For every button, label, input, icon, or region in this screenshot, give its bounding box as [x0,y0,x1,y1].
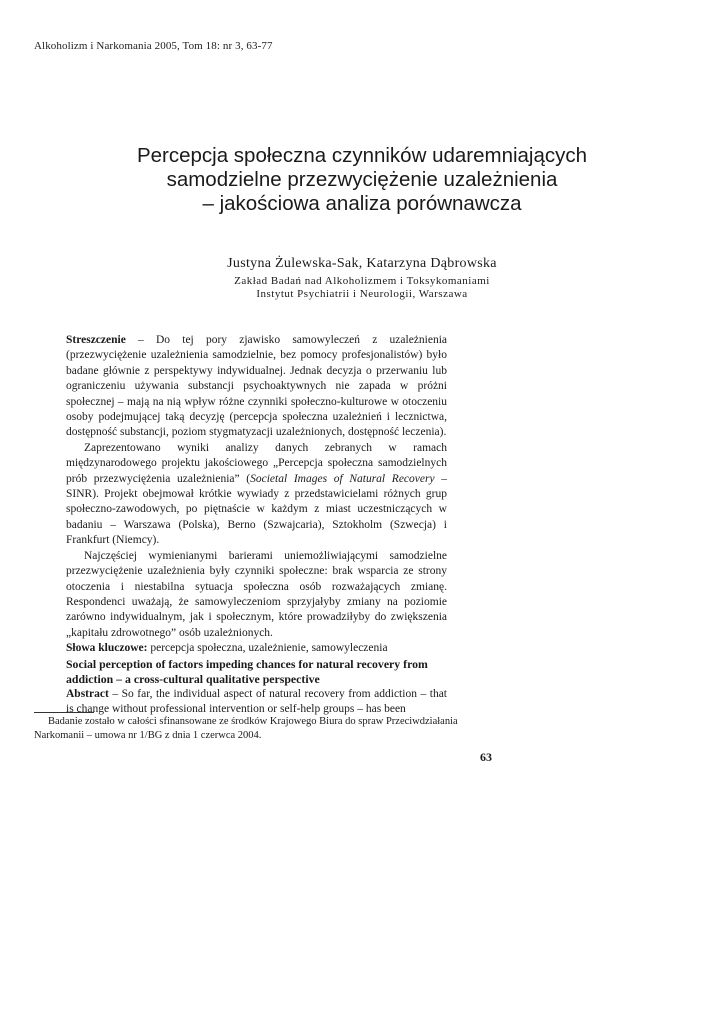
abstract-en-label: Abstract [66,687,109,700]
abstract-pl-paragraph-1 [66,333,447,441]
abstract-pl-paragraph-2 [66,441,447,549]
page-number: 63 [480,750,492,764]
title-line-1: Percepcja społeczna czynników udaremniających [136,144,588,167]
english-title: Social perception of factors impeding chances for natural recovery from addiction – a cross-cultural qualitative perspective [66,656,428,686]
affiliation-line-1: Zakład Badań nad Alkoholizmem i Toksykomaniami [234,275,490,287]
keywords [66,641,447,656]
abstract-pl-text-2a: Zaprezentowano wyniki analizy danych zebranych w ramach międzynarodowego projektu jakościowego „Percepcja społeczna samodzielnych prób przezwyciężenia uzależnienia” ( [66,441,447,485]
affiliation [0,275,724,301]
abstract-section [66,333,447,718]
footnote: Badanie zostało w całości sfinansowane ze środków Krajowego Biura do spraw Przeciwdziałania Narkomanii – umowa nr 1/BG z dnia 1 czerwca 2004. [34,716,458,741]
abstract-pl-paragraph-3: Najczęściej wymienianymi barierami uniemożliwiającymi samodzielne przezwyciężenie uzależnienia były czynniki społeczne: brak wsparcia ze strony otoczenia i niestabilna sytuacja społeczna osób rozważających zmianę. Respondenci uważają, że samowyleczeniom sprzyjałyby zmiany na poziomie zarówno indywidualnym, jak i społecznym, które prowadziłyby do zwiększenia „kapitału zdrowotnego” osób uzależnionych. [66,549,447,639]
abstract-pl-text-2b: – SINR). Projekt obejmował krótkie wywiady z przedstawicielami różnych grup społeczno-zawodowych, po piętnaście w każdym z miast uczestniczących w badaniu – Warszawa (Polska), Berno (Szwajcaria), Sztokholm (Szwecja) i Frankfurt (Niemcy). [66,472,448,547]
abstract-pl-project-name: Societal Images of Natural Recovery [250,472,435,485]
title-line-2: samodzielne przezwyciężenie uzależnienia [166,168,558,191]
authors: Justyna Żulewska-Sak, Katarzyna Dąbrowska [227,256,497,271]
abstract-pl-label: Streszczenie [66,334,126,346]
footnote-divider [34,712,94,713]
abstract-pl-text-1: – Do tej pory zjawisko samowyleczeń z uzależnienia (przezwyciężenie uzależnienia samodzielnie, bez pomocy profesjonalistów) było badane głównie z perspektywy indywidualnej. Jednak decyzja o przerwaniu lub ograniczeniu używania substancji psychoaktywnych nie zapada w próżni społecznej – mają na nią wpływ różne czynniki społeczno-kulturowe w otoczeniu osoby podejmującej taką decyzję (percepcja społeczna uzależnień i lecznictwa, dostępność substancji, poziom stygmatyzacji uzależnionych, dostępność leczenia). [66,334,447,439]
running-head: Alkoholizm i Narkomania 2005, Tom 18: nr 3, 63-77 [34,40,273,52]
title-line-3: – jakościowa analiza porównawcza [202,192,522,215]
keywords-label: Słowa kluczowe: [66,642,148,655]
affiliation-line-2: Instytut Psychiatrii i Neurologii, Warszawa [256,288,468,300]
abstract-en-text: – So far, the individual aspect of natural recovery from addiction – that is change without professional intervention or self-help groups – has been [66,687,447,716]
article-title [0,144,724,216]
abstract-en-paragraph [66,687,447,718]
keywords-text: percepcja społeczna, uzależnienie, samowyleczenia [147,642,388,655]
